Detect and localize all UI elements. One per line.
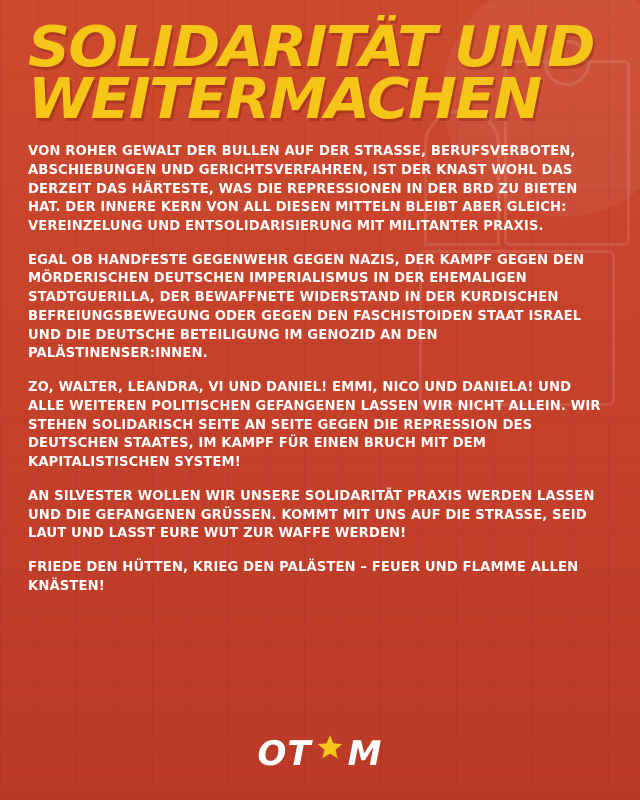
logo-text-left: OT bbox=[257, 734, 312, 774]
headline-line-1: SOLIDARITÄT UND bbox=[28, 15, 594, 80]
paragraph-2: EGAL OB HANDFESTE GEGENWEHR GEGEN NAZIS, DER KAMPF GEGEN DEN MÖRDERISCHEN DEUTSCHEN IMPERIALISMUS IN DER EHEMALIGEN STADTGUERILLA, DER BEWAFFNETE WIDERSTAND IN DER KURDISCHEN BEFREIUNGSBEWEGUNG ODER GEGEN DEN FASCHISTOIDEN STAAT ISRAEL UND DIE DEUTSCHE BETEILIGUNG IM GENOZID AN DEN PALÄSTINENSER:INNEN. bbox=[28, 252, 585, 362]
footer-logo bbox=[28, 734, 612, 800]
paragraph-5: FRIEDE DEN HÜTTEN, KRIEG DEN PALÄSTEN – FEUER UND FLAMME ALLEN KNÄSTEN! bbox=[28, 559, 579, 594]
page-title bbox=[28, 15, 635, 132]
star-icon bbox=[317, 734, 343, 760]
paragraph-3: ZO, WALTER, LEANDRA, VI UND DANIEL! EMMI, NICO UND DANIELA! UND ALLE WEITEREN POLITISCHEN GEFANGENEN LASSEN WIR NICHT ALLEIN. WIR STEHEN SOLIDARISCH SEITE AN SEITE GEGEN DIE REPRESSION DES DEUTSCHEN STAATES, IM KAMPF FÜR EINEN BRUCH MIT DEM KAPITALISTISCHEN SYSTEM! bbox=[28, 380, 601, 471]
paragraph-1: VON ROHER GEWALT DER BULLEN AUF DER STRASSE, BERUFSVERBOTEN, ABSCHIEBUNGEN UND GERICHTSVERFAHREN, IST DER KNAST WOHL DAS DERZEIT DAS HÄRTESTE, WAS DIE REPRESSIONEN IN DER BRD ZU BIETEN HAT. DER INNERE KERN VON ALL DIESEN MITTELN BLEIBT ABER GLEICH: VEREINZELUNG UND ENTSOLIDARISIERUNG MIT MILITANTER PRAXIS. bbox=[28, 144, 578, 234]
logo-text-right: M bbox=[347, 734, 383, 774]
paragraph-4: AN SILVESTER WOLLEN WIR UNSERE SOLIDARITÄT PRAXIS WERDEN LASSEN UND DIE GEFANGENEN GRÜSSEN. KOMMT MIT UNS AUF DIE STRASSE, SEID LAUT UND LASST EURE WUT ZUR WAFFE WERDEN! bbox=[28, 488, 595, 542]
headline-line-2: WEITERMACHEN bbox=[28, 66, 541, 132]
body-text bbox=[28, 143, 612, 611]
